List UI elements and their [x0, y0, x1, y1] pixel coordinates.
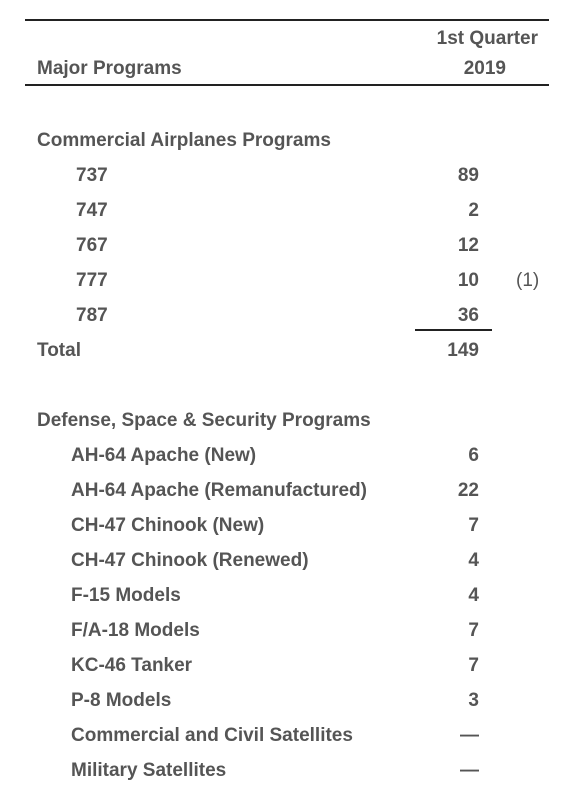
table-row-name: CH-47 Chinook (Renewed): [71, 550, 309, 571]
table-row-name: 737: [76, 165, 108, 186]
table-row-value: 6: [468, 445, 479, 466]
table-row-name: F/A-18 Models: [71, 620, 200, 641]
table-row-name: 767: [76, 235, 108, 256]
table-row-value: 4: [468, 550, 479, 571]
period-header-line2: 2019: [463, 58, 506, 79]
table-row-value: —: [460, 760, 479, 781]
table-row-value: 36: [457, 305, 479, 326]
table-row-name: Military Satellites: [71, 760, 227, 781]
table-row-name: KC-46 Tanker: [71, 655, 193, 676]
table-row-value: 7: [468, 515, 479, 536]
total-label: Total: [37, 340, 81, 361]
table-row-name: Commercial and Civil Satellites: [71, 725, 353, 746]
program-column-header: Major Programs: [37, 58, 182, 79]
table-row-name: F-15 Models: [71, 585, 181, 606]
table-row-name: CH-47 Chinook (New): [71, 515, 265, 536]
table-row-value: 2: [468, 200, 479, 221]
table-row-value: 12: [457, 235, 479, 256]
table-row-value: —: [460, 725, 479, 746]
period-header-line1: 1st Quarter: [436, 28, 538, 49]
table-row-name: 787: [76, 305, 108, 326]
table-row-value: 89: [457, 165, 479, 186]
table-row-name: AH-64 Apache (New): [71, 445, 257, 466]
table-top-rule: [25, 19, 549, 21]
table-row-value: 3: [468, 690, 479, 711]
table-row-name: P-8 Models: [71, 690, 172, 711]
table-row-name: AH-64 Apache (Remanufactured): [71, 480, 367, 501]
table-row-value: 22: [457, 480, 479, 501]
header-bottom-rule: [25, 84, 549, 86]
table-row-value: 7: [468, 620, 479, 641]
defense-section-label: Defense, Space & Security Programs: [37, 410, 371, 431]
table-row-value: 4: [468, 585, 479, 606]
commercial-section-label: Commercial Airplanes Programs: [37, 130, 331, 151]
total-value: 149: [447, 340, 479, 361]
table-row-name: 777: [76, 270, 108, 291]
table-row-name: 747: [76, 200, 108, 221]
subtotal-rule: [415, 329, 492, 331]
table-row-value: 7: [468, 655, 479, 676]
table-row-value: 10: [457, 270, 479, 291]
footnote-marker: (1): [516, 270, 540, 291]
